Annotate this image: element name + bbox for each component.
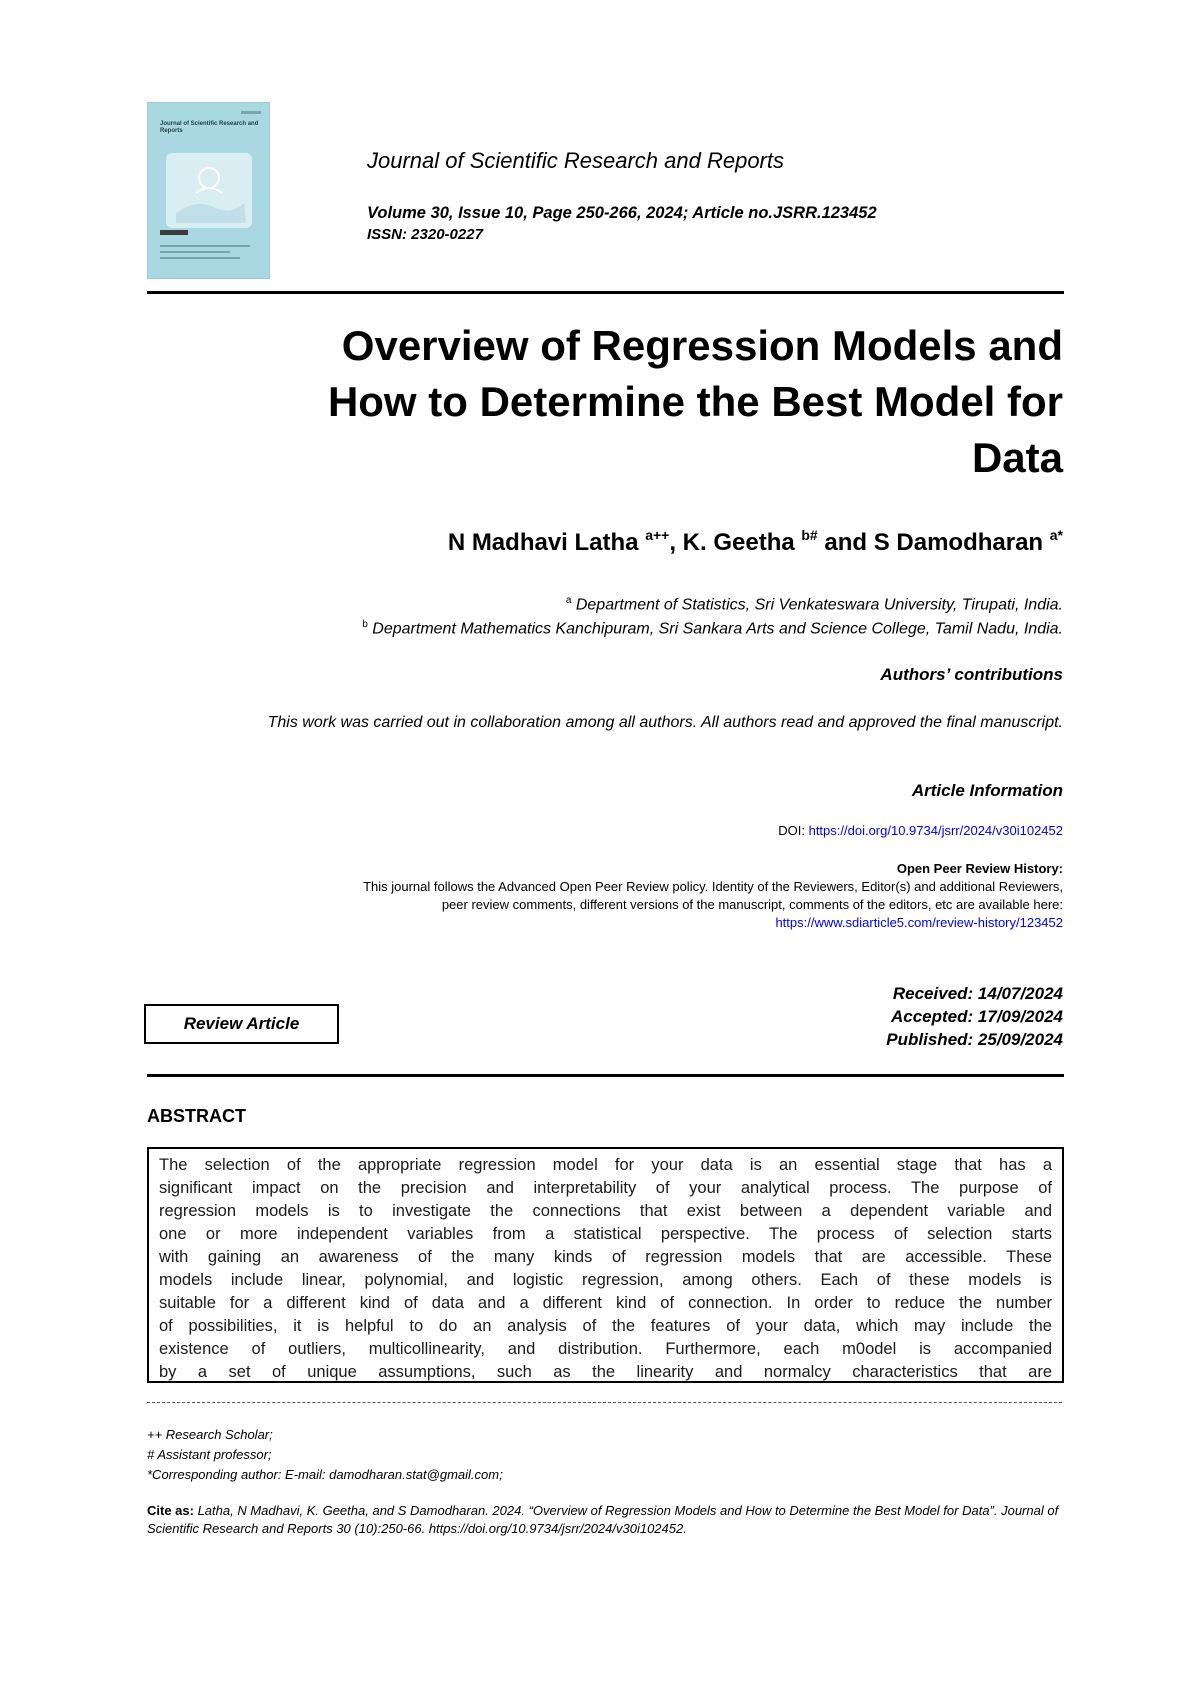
abstract-heading: ABSTRACT xyxy=(147,1106,246,1126)
title-line: Data xyxy=(971,434,1063,481)
author-affiliation-mark: a* xyxy=(1049,527,1063,543)
footnote: *Corresponding author: E-mail: damodharan.stat@gmail.com; xyxy=(147,1467,503,1482)
affiliation-mark: a xyxy=(565,595,572,606)
abstract-line: one or more independent variables from a statistical perspective. The process of selection starts xyxy=(159,1225,1052,1243)
cite-label: Cite as: xyxy=(147,1503,194,1518)
cover-text-line xyxy=(160,245,250,247)
journal-name: Journal of Scientific Research and Reports xyxy=(367,148,784,173)
article-title xyxy=(163,318,1063,486)
abstract-box xyxy=(147,1147,1064,1383)
journal-volume-line: Volume 30, Issue 10, Page 250-266, 2024; Article no.JSRR.123452 xyxy=(367,204,877,222)
doi-link[interactable]: https://doi.org/10.9734/jsrr/2024/v30i102452 xyxy=(808,823,1063,838)
doi-line xyxy=(778,822,1063,840)
affiliation-text: Department of Statistics, Sri Venkateswara University, Tirupati, India. xyxy=(571,596,1063,614)
author-name: , K. Geetha xyxy=(669,529,802,556)
abstract-line: models include linear, polynomial, and logistic regression, among others. Each of these models is xyxy=(159,1271,1052,1289)
header-divider xyxy=(147,291,1064,294)
cover-text-line xyxy=(160,251,230,253)
title-line: Overview of Regression Models and xyxy=(341,322,1063,369)
journal-cover-image xyxy=(147,102,270,279)
footnote: # Assistant professor; xyxy=(147,1447,272,1462)
author-name: N Madhavi Latha xyxy=(447,529,646,556)
received-date: Received: 14/07/2024 xyxy=(892,984,1063,1003)
cover-illustration xyxy=(166,153,252,228)
affiliation-mark: b xyxy=(362,619,368,630)
author-name: and S Damodharan xyxy=(817,529,1050,556)
cite-text: Latha, N Madhavi, K. Geetha, and S Damodharan. 2024. “Overview of Regression Models and How to Determine the Best Model for Data”. Journal of Scientific Research and Reports 30 (10):250-66. https://doi.org/10.9734/jsrr/2024/v30i102452. xyxy=(147,1503,1059,1536)
cover-title: Journal of Scientific Research and Reports xyxy=(160,121,259,134)
contributions-heading: Authors’ contributions xyxy=(880,665,1063,684)
peer-review-text: This journal follows the Advanced Open Peer Review policy. Identity of the Reviewers, Editor(s) and additional Reviewers, xyxy=(363,879,1063,894)
cover-text-line xyxy=(160,257,240,259)
publication-dates xyxy=(886,982,1063,1051)
affiliation xyxy=(566,595,1063,614)
cover-barcode xyxy=(160,230,188,235)
abstract-line: regression models is to investigate the connections that exist between a dependent variable and xyxy=(159,1202,1052,1220)
footnote-divider xyxy=(147,1402,1062,1403)
abstract-line: The selection of the appropriate regression model for your data is an essential stage that has a xyxy=(159,1156,1052,1174)
accepted-date: Accepted: 17/09/2024 xyxy=(891,1007,1063,1026)
abstract-line: significant impact on the precision and interpretability of your analytical process. The purpose of xyxy=(159,1179,1052,1197)
peer-review-link[interactable]: https://www.sdiarticle5.com/review-history/123452 xyxy=(775,915,1063,930)
peer-review-heading: Open Peer Review History: xyxy=(896,861,1063,876)
footnote: ++ Research Scholar; xyxy=(147,1427,273,1442)
section-divider xyxy=(147,1074,1064,1077)
author-affiliation-mark: a++ xyxy=(645,527,670,543)
doi-label: DOI: xyxy=(778,823,809,838)
published-date: Published: 25/09/2024 xyxy=(886,1030,1063,1049)
abstract-line: with gaining an awareness of the many kinds of regression models that are accessible. These xyxy=(159,1248,1052,1266)
affiliation-text: Department Mathematics Kanchipuram, Sri Sankara Arts and Science College, Tamil Nadu, India. xyxy=(367,620,1063,638)
cover-issn-mark xyxy=(241,111,261,114)
article-info-heading: Article Information xyxy=(911,781,1063,800)
author-affiliation-mark: b# xyxy=(801,527,818,543)
journal-issn: ISSN: 2320-0227 xyxy=(367,226,483,243)
affiliation xyxy=(362,619,1063,638)
abstract-line: existence of outliers, multicollinearity, and distribution. Furthermore, each m0odel is accompanied xyxy=(159,1340,1052,1358)
citation xyxy=(147,1502,1064,1538)
author-list xyxy=(448,527,1063,557)
abstract-line: by a set of unique assumptions, such as the linearity and normalcy characteristics that are xyxy=(159,1363,1052,1381)
abstract-line: of possibilities, it is helpful to do an analysis of the features of your data, which may include the xyxy=(159,1317,1052,1335)
abstract-line: suitable for a different kind of data and a different kind of connection. In order to reduce the number xyxy=(159,1294,1052,1312)
article-type-box: Review Article xyxy=(144,1004,339,1044)
contributions-text: This work was carried out in collaboration among all authors. All authors read and approved the final manuscript. xyxy=(267,714,1063,731)
title-line: How to Determine the Best Model for xyxy=(327,378,1063,425)
peer-review-text: peer review comments, different versions of the manuscript, comments of the editors, etc are available here: xyxy=(441,897,1063,912)
